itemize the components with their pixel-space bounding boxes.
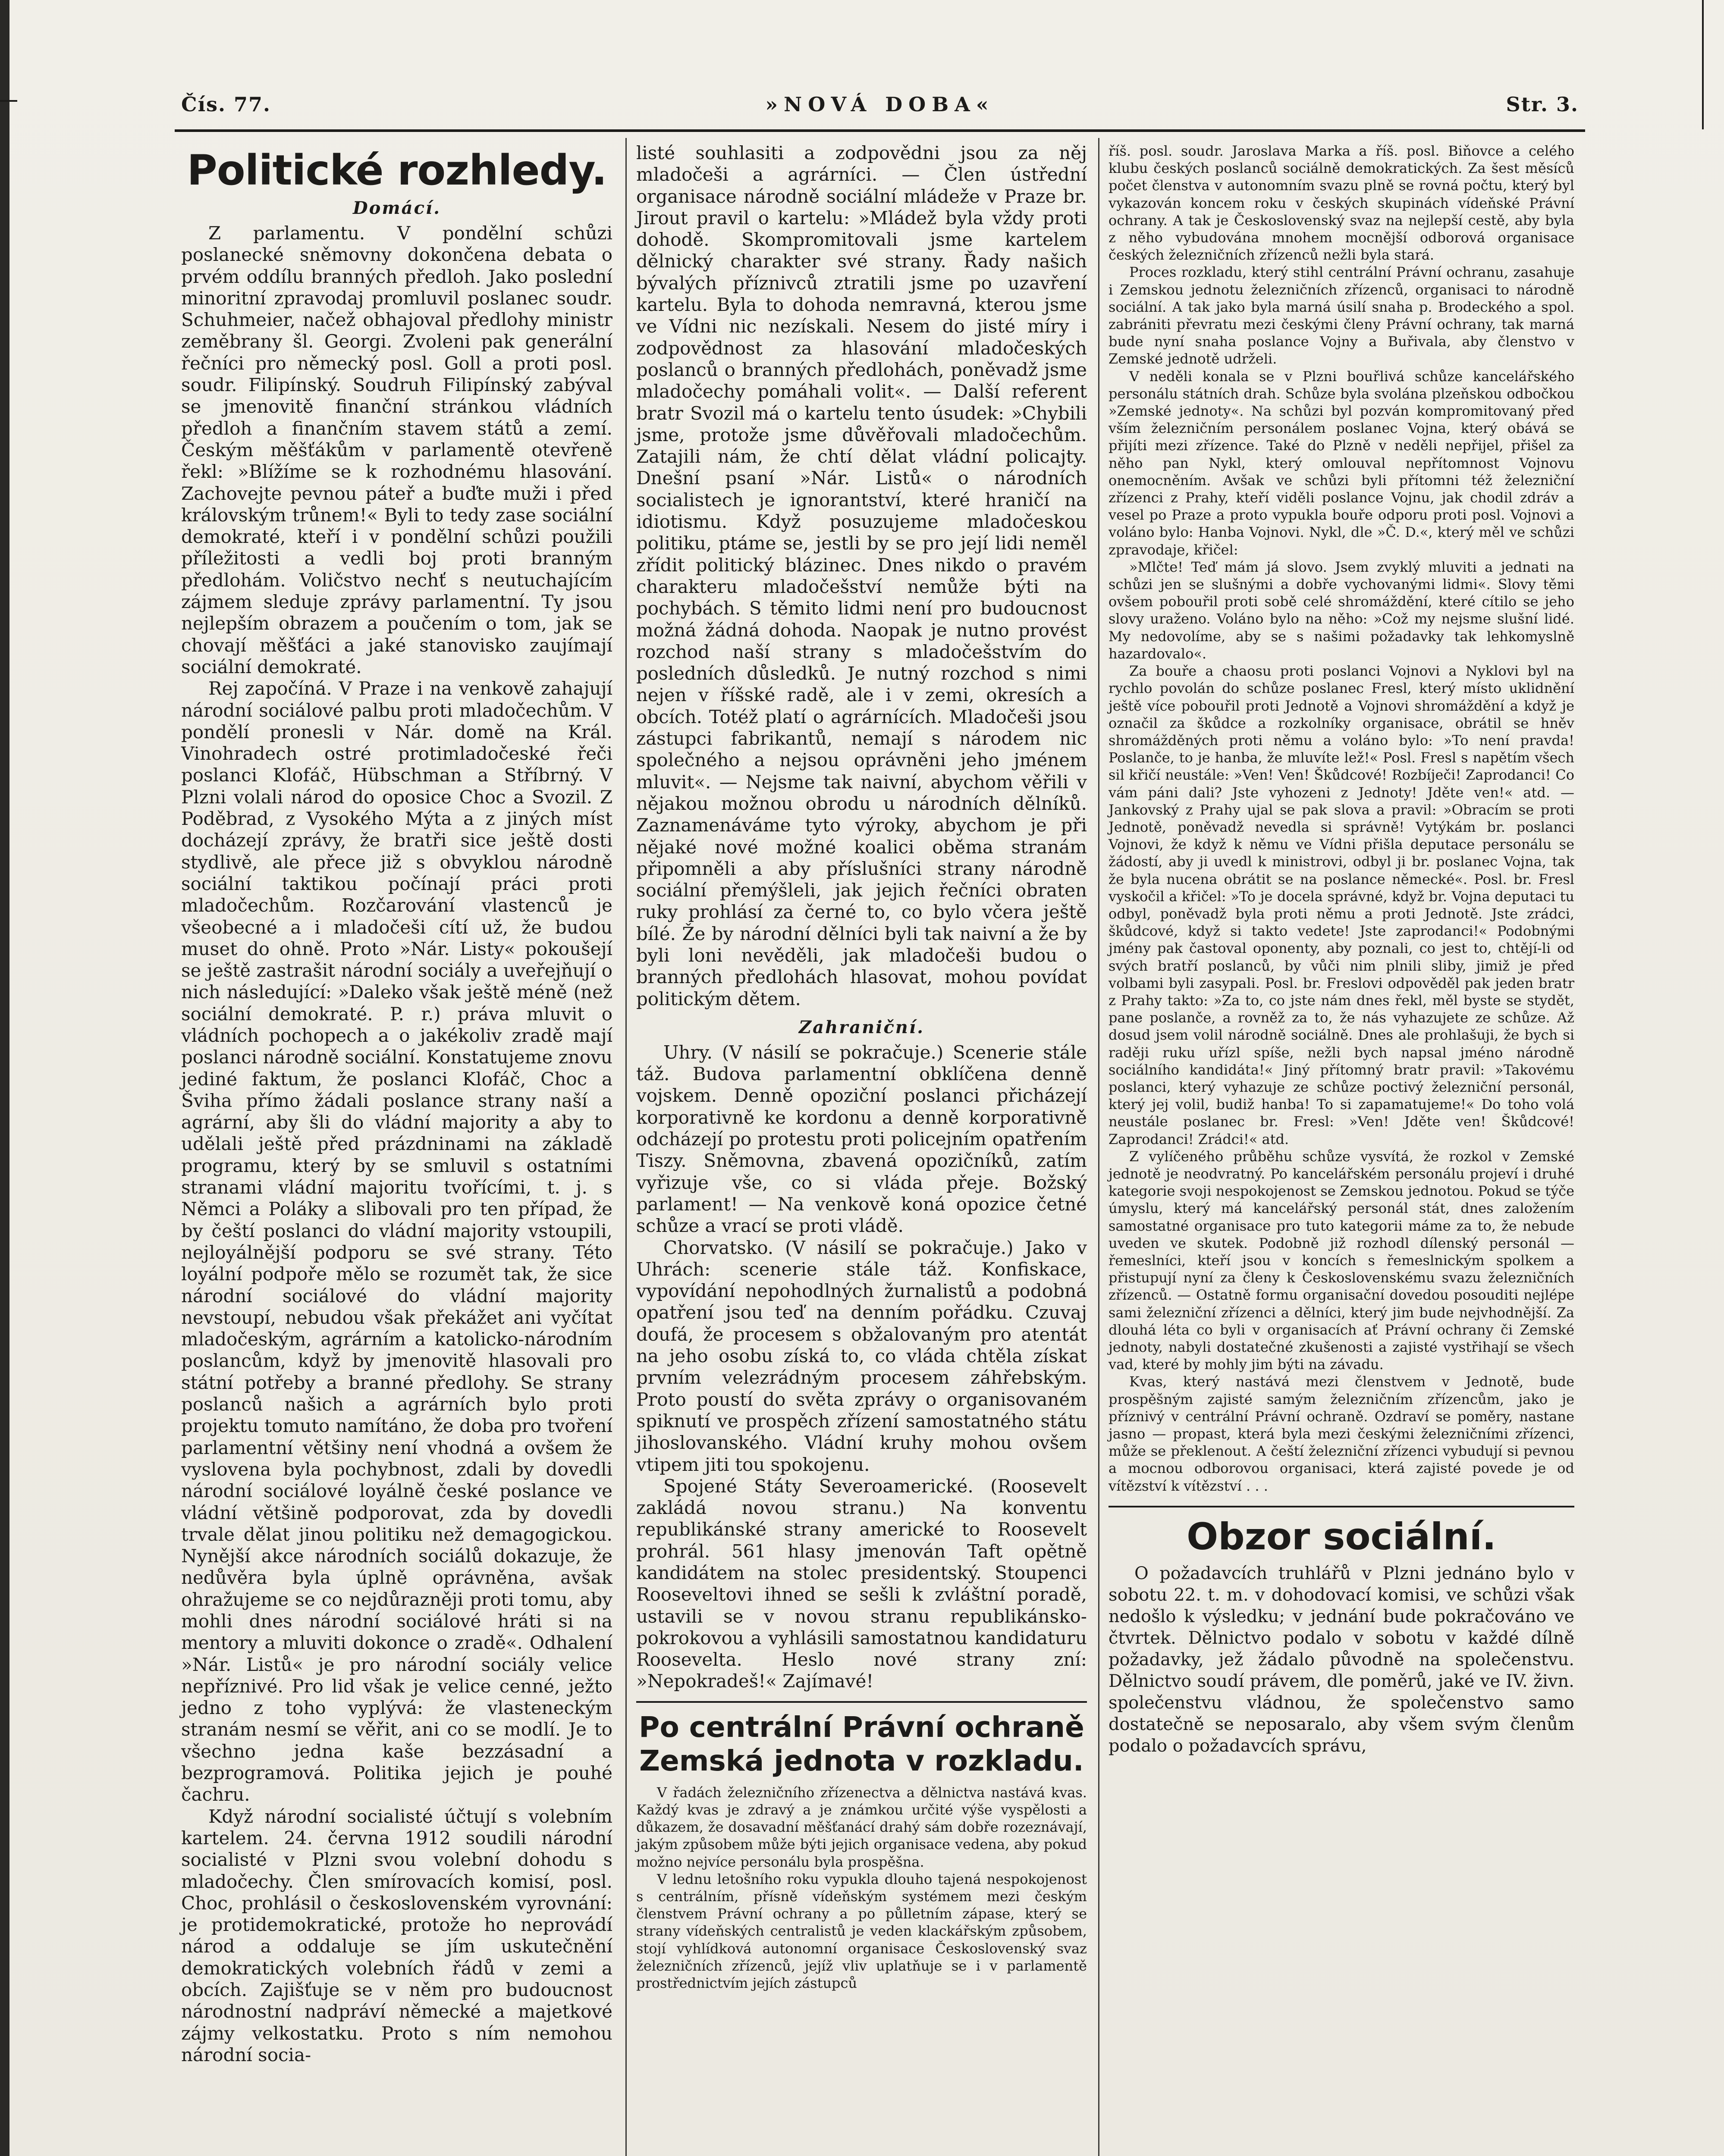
column-2: [636, 142, 1087, 2000]
crop-mark: [1702, 0, 1704, 129]
paragraph: Proces rozkladu, který stihl centrální Právní ochranu, zasahuje i Zemskou jednotu železničních zřízenců, organisaci to národně sociální. A tak jako byla marná úsilí snaha p. Brodeckého a spol. zabrániti převratu mezi českými členy Právní ochrany, tak marná bude nyní snaha poslance Vojny a Buřivala, aby členstvo v Zemské jednotě udrželi.: [1109, 264, 1574, 367]
paragraph: Chorvatsko. (V násilí se pokračuje.) Jako v Uhrách: scenerie stále táž. Konfiskace, vypovídání nepohodlných žurnalistů a podobná opatření jsou teď na denním pořádku. Czuvaj doufá, že procesem s obžalovaným pro atentát na jeho osobu získá to, co vláda chtěla získat prvním velezrádným procesem záhřebským. Proto poustí do světa zprávy o organisovaném spiknutí ve prospěch zřízení samostatného státu jihoslovanského. Vládní kruhy mohou ovšem vtipem jiti tou spokojenu.: [636, 1237, 1087, 1475]
paragraph: Z vylíčeného průběhu schůze vysvítá, že rozkol v Zemské jednotě je neodvratný. Po kancelářském personálu projeví i druhé kategorie svoji nespokojenost se Zemskou jednotou. Pokud se týče úmyslu, který má kancelářský personál stát, dnes založením samostatné organisace pro tuto kategorii máme za to, že nebude uveden ve skutek. Podobně již rozhodl dílenský personál — řemeslníci, kteří jsou v koncích s řemeslnickým spolkem a přistupují nyní za členy k Československému svazu železničních zřízenců. — Ostatně formu organisační dovedou posouditi nejlépe sami železniční zřízenci a dělníci, který jim bude nejvhodnější. Za dlouhá léta co byli v organisacích ať Právní ochrany či Zemské jednoty, nabyli dostatečné zkušenosti a zajisté vystřihají se všech vad, které by mohly jim býti na závadu.: [1109, 1148, 1574, 1373]
paragraph: říš. posl. soudr. Jaroslava Marka a říš. posl. Biňovce a celého klubu českých poslanců sociálně demokratických. Za šest měsíců počet členstva v autonomním svazu plně se rovná počtu, který byl vykazován koncem roku v českých skupinách vídeňské Právní ochrany. A tak je Československý svaz na nejlepší cestě, aby byla z něho vybudována mnohem mocnější odborová organisace českých železničních zřízenců nežli byla stará.: [1109, 143, 1574, 263]
paragraph: listé souhlasiti a zodpovědni jsou za něj mladočeši a agrárníci. — Člen ústřední organisace národně sociální mládeže v Praze br. Jirout pravil o kartelu: »Mládež byla vždy proti dohodě. Skompromitovali jsme kartelem dělnický charakter své strany. Řady našich bývalých příznivců ztratili jsme po uzavření kartelu. Byla to dohoda nemravná, kterou jsme ve Vídni nic nezískali. Nesem do jisté míry i zodpovědnost za hlasování mladočeských poslanců o branných předlohách, poněvadž jsme mladočechy pomáhali volit«. — Další referent bratr Svozil má o kartelu tento úsudek: »Chybili jsme, protože jsme důvěřovali mladočechům. Zatajili nám, že chtí dělat vládní policajty. Dnešní psaní »Nár. Listů« o národních socialistech je ignorantství, které hraničí na idiotismu. Když posuzujeme mladočeskou politiku, ptáme se, jestli by se pro její lidi neměl zřídit politický blázinec. Dnes nikdo o pravém charakteru mladočešství nemůže býti na pochybách. S těmito lidmi není pro budoucnost možná žádná dohoda. Naopak je nutno provést rozchod naší strany s mladočešstvím do posledních důsledků. Je nutný rozchod s nimi nejen v říšské radě, ale i v zemi, okresích a obcích. Totéž platí o agrárnících. Mladočeši jsou zástupci fabrikantů, nemají s národem nic společného a nejsou oprávněni jeho jménem mluvit«. — Nejsme tak naivní, abychom věřili v nějakou možnou obrodu u národních dělníků. Zaznamenáváme tyto výroky, abychom je při nějaké nové možné koalici oběma stranám připomněli a aby příslušníci strany národně sociální přemýšleli, jak jejich řečníci obraten ruky prohlásí za černé to, co bylo včera ještě bílé. Že by národní dělníci byli tak naivní a že by byli loni nevěděli, jak mladočeši budou o branných předlohách hlasovat, mohou povídat politickým dětem.: [636, 142, 1087, 1009]
paragraph: Uhry. (V násilí se pokračuje.) Scenerie stále táž. Budova parlamentní obklíčena denně vojskem. Denně opoziční poslanci přicházejí korporativně ke kordonu a denně korporativně odcházejí po protestu proti policejním opatřením Tiszy. Sněmovna, zbavená opozičníků, zatím vyřizuje vše, co si vláda přeje. Božský parlament! — Na venkově koná opozice četné schůze a vrací se proti vládě.: [636, 1041, 1087, 1237]
subsection-heading: Domácí.: [352, 198, 441, 218]
column-3: [1109, 142, 1574, 1757]
page-header: [181, 93, 1579, 127]
paragraph: V lednu letošního roku vypukla dlouho tajená nespokojenost s centrálním, přísně vídeňským systémem mezi českým členstvem Právní ochrany a po půlletním zápase, který se strany vídeňských centralistů je veden klackářským způsobem, stojí vyhlídková autonomní organisace Československý svaz železničních zřízenců, jejíž vliv uplatňuje se i v parlamentě prostřednictvím jejích zástupců: [636, 1871, 1087, 1992]
paragraph: »Mlčte! Teď mám já slovo. Jsem zvyklý mluviti a jednati na schůzi jen se slušnými a dobře vychovanými lidmi«. Slovy těmi ovšem pobouřil proti sobě celé shromáždění, které cítilo se jeho slovy uraženo. Voláno bylo na něho: »Což my nejsme slušní lidé. My nedovolíme, aby se s našimi požadavky tak lehkomyslně hazardovalo«.: [1109, 558, 1574, 662]
paragraph: Rej započíná. V Praze i na venkově zahajují národní sociálové palbu proti mladočechům. V pondělí pronesli v Nár. domě na Král. Vinohradech ostré protimladočeské řeči poslanci Klofáč, Hübschman a Stříbrný. V Plzni volali národ do oposice Choc a Svozil. Z Poděbrad, z Vysokého Mýta a z jiných míst docházejí zprávy, že bratři sice ještě dosti stydlivě, ale přece již s obvyklou národně sociální taktikou počínají práci proti mladočechům. Rozčarování vlastenců je všeobecné a i mladočeši cítí už, že budou muset do ohně. Proto »Nár. Listy« pokoušejí se ještě zastrašit národní sociály a uveřejňují o nich následující: »Daleko však ještě méně (než sociální demokraté. P. r.) práva mluvit o vládních pochopech a o jakékoliv zradě mají poslanci národně sociální. Konstatujeme znovu jediné faktum, že poslanci Klofáč, Choc a Šviha přímo žádali poslance strany naší a agrární, aby šli do vládní majority a aby to udělali ještě před prázdninami na základě programu, který by se smluvil s ostatními stranami vládní majoritu tvořícími, t. j. s Němci a Poláky a slibovali pro ten případ, že by čeští poslanci do vládní majority vstoupili, nejloyálnější podporu se své strany. Této loyální podpoře mělo se rozumět tak, že sice národní sociálové do vládní majority nevstoupí, nebudou však překážet ani vyčítat mladočeským, agrárním a katolicko-národním poslancům, když by jmenovitě hlasovali pro státní potřeby a branné předlohy. Se strany poslanců našich a agrárních bylo proti projektu tomuto namítáno, že doba pro tvoření parlamentní většiny není vhodná a ovšem že vyslovena byla pochybnost, zdali by dovedli národní sociálové loyálně české poslance ve vládní většině podporovat, zda by dovedli trvale dělat jinou politiku než demagogickou. Nynější akce národních sociálů dokazuje, že nedůvěra byla úplně oprávněna, avšak ohražujeme se co nejdůrazněji proti tomu, aby mohli dnes národní sociálové hráti si na mentory a mluviti dokonce o zradě«. Odhalení »Nár. Listů« je pro národní sociály velice nepříznivé. Pro lid však je velice cenné, ježto jedno z toho vyplývá: že vlasteneckým stranám nesmí se věřit, ani co se modlí. Je to všechno jedna kaše bezzásadní a bezprogramová. Politika jejich je pouhé čachru.: [181, 678, 612, 1805]
column-divider: [625, 138, 627, 2156]
subsection-heading: Zahraniční.: [798, 1017, 925, 1037]
header-rule: [175, 129, 1585, 132]
paragraph: V řadách železničního zřízenectva a dělnictva nastává kvas. Každý kvas je zdravý a je známkou určité výše vyspělosti a důkazem, že dosavadní měšťanácí drahý sám dobře rozeznávají, jakým způsobem může býti jejich organisace vedena, aby pokud možno nejvíce personálu byla prospěšna.: [636, 1784, 1087, 1870]
scan-edge: [0, 0, 9, 2156]
page-number: Str. 3.: [1506, 93, 1579, 116]
paragraph: Spojené Státy Severoamerické. (Roosevelt zakládá novou stranu.) Na konventu republikánské strany americké to Roosevelt prohrál. 561 hlasy jmenován Taft opětně kandidátem na stolec presidentský. Stoupenci Rooseveltovi ihned se sešli k zvláštní poradě, ustavili se v novou stranu republikánsko-pokrokovou a vyhlásili samostatnou kandidaturu Roosevelta. Heslo nové strany zní: »Nepokradeš!« Zajímavé!: [636, 1475, 1087, 1692]
column-divider: [1098, 138, 1099, 2156]
issue-number: Čís. 77.: [181, 93, 271, 116]
paragraph: V neděli konala se v Plzni bouřlivá schůze kancelářského personálu státních drah. Schůze byla svolána plzeňskou odbočkou »Zemské jednoty«. Na schůzi byl pozván kompromitovaný před vším železničním personálem poslanec Vojna, který obává se přijíti mezi zřízence. Také do Plzně v neděli nepřijel, přišel za něho pan Nykl, který omlouval nepřítomnost Vojnovu onemocněním. Avšak ve schůzi byli přítomni též železniční zřízenci z Prahy, kteří viděli poslance Vojnu, jak chodil zdráv a vesel po Praze a proto vypukla bouře odporu proti posl. Vojnovi a voláno bylo: Hanba Vojnovi. Nykl, dle »Č. D.«, který měl ve schůzi zpravodaje, křičel:: [1109, 368, 1574, 558]
section-heading: Politické rozhledy.: [187, 146, 607, 194]
section-heading: Obzor sociální.: [1109, 1506, 1574, 1558]
paragraph: Když národní socialisté účtují s volebním kartelem. 24. června 1912 soudili národní socialisté v Plzni svou volební dohodu s mladočechy. Člen smírovacích komisí, posl. Choc, prohlásil o československém vyrovnání: je protidemokratické, protože ho neprovádí národ a oddaluje se jím uskutečnění demokratických volebních řádů v zemi a obcích. Zajišťuje se v něm pro budoucnost národnostní nadpráví německé a majetkové zájmy velkostatku. Proto s ním nemohou národní socia-: [181, 1805, 612, 2065]
paragraph: Z parlamentu. V pondělní schůzi poslanecké sněmovny dokončena debata o prvém oddílu branných předloh. Jako poslední minoritní zpravodaj promluvil poslanec soudr. Schuhmeier, načež obhajoval předlohy ministr zeměbrany šl. Georgi. Zvoleni pak generální řečníci pro německý posl. Goll a proti posl. soudr. Filipínský. Soudruh Filipínský zabýval se jmenovitě finanční stránkou vládních předloh a finančním stavem států a zemí. Českým měšťákům v parlamentě otevřeně řekl: »Blížíme se k rozhodnému hlasování. Zachovejte pevnou páteř a buďte muži i před královským trůnem!« Byli to tedy zase sociální demokraté, kteří i v pondělní schůzi použili příležitosti a vedli boj proti branným předlohám. Voličstvo nechť s neutuchajícím zájmem sleduje zprávy parlamentní. Ty jsou nejlepším obrazem a poučením o tom, jak se chovají měšťáci a jaké stanovisko zaujímají sociální demokraté.: [181, 222, 612, 677]
article-headline: Po centrální Právní ochraně Zemská jednota v rozkladu.: [639, 1710, 1084, 1777]
article-body: [636, 1784, 1087, 1992]
article: [636, 1701, 1087, 1992]
paragraph: O požadavcích truhlářů v Plzni jednáno bylo v sobotu 22. t. m. v dohodovací komisi, ve schůzi však nedošlo k výsledku; v jednání bude pokračováno ve čtvrtek. Dělnictvo podalo v sobotu v každé dílně požadavky, jež žádalo původně na společenstvu. Dělnictvo soudí právem, dle poměrů, jaké ve IV. živn. společenstvu vládnou, že společenstvo samo dostatečně se neposaralo, aby všem svým členům podalo o požadavcích správu,: [1109, 1563, 1574, 1756]
crop-mark: [0, 100, 17, 102]
column-1: [181, 142, 612, 2066]
paragraph: Za bouře a chaosu proti poslanci Vojnovi a Nyklovi byl na rychlo povolán do schůze poslanec Fresl, který místo uklidnění ještě více pobouřil proti Jednotě a Vojnovi shromáždění a když je označil za škůdce a rozkolníky organisace, obrátil se hněv shromážděných proti němu a voláno bylo: »To není pravda! Poslanče, to je hanba, že mluvíte lež!« Posl. Fresl s napětím všech sil křičí neustále: »Ven! Ven! Škůdcové! Rozbíječi! Zaprodanci! Co vám páni dali? Jste vyhozeni z Jednoty! Jděte ven!« atd. — Jankovský z Prahy ujal se pak slova a pravil: »Obracím se proti Jednotě, poněvadž nevedla si správně! Vytýkám br. poslanci Vojnovi, že když k němu ve Vídni přišla deputace personálu se žádostí, aby ji uvedl k ministrovi, odbyl ji br. poslanec Vojna, tak že byla nucena obrátit se na poslance německé«. Posl. br. Fresl vyskočil a křičel: »To je docela správné, když br. Vojna deputaci tu odbyl, poněvadž byla proti němu a proti Jednotě. Jste zrádci, škůdcové, když si takto vedete! Jste zaprodanci!« Podobnými jmény pak častoval oponenty, aby poznali, co jest to, chtějí-li od svých bratří poslanců, by vůči nim plnili sliby, jimiž je před volbami byli zasypali. Posl. br. Freslovi odpověděl pak jeden bratr z Prahy takto: »Za to, co jste nám dnes řekl, měl byste se stydět, pane poslanče, a rovněž za to, že nás vyhazujete ze schůze. Až dosud jsem volil národně sociálně. Dnes ale prohlašuji, že bych si raději ruku uřízl spíše, nežli bych napsal jméno národně sociálního kandidáta!« Jiný přítomný bratr pravil: »Takovému poslanci, který vyhazuje ze schůze poctivý železniční personál, který jej volil, budiž hanba! To si zapamatujeme!« Do toho volá neustále poslanec br. Fresl: »Ven! Jděte ven! Škůdcové! Zaprodanci! Zrádci!« atd.: [1109, 663, 1574, 1147]
masthead-title: »NOVÁ DOBA«: [765, 93, 995, 116]
paragraph: Kvas, který nastává mezi členstvem v Jednotě, bude prospěšným zajisté samým železničním zřízencům, jako je příznivý v centrální Právní ochraně. Ozdraví se poměry, nastane jasno — propast, která byla mezi českými železničními zřízenci, může se překlenout. A čeští železniční zřízenci vybudují si pevnou a mocnou odborovou organisaci, která zajisté povede je od vítězství k vítězství . . .: [1109, 1373, 1574, 1494]
